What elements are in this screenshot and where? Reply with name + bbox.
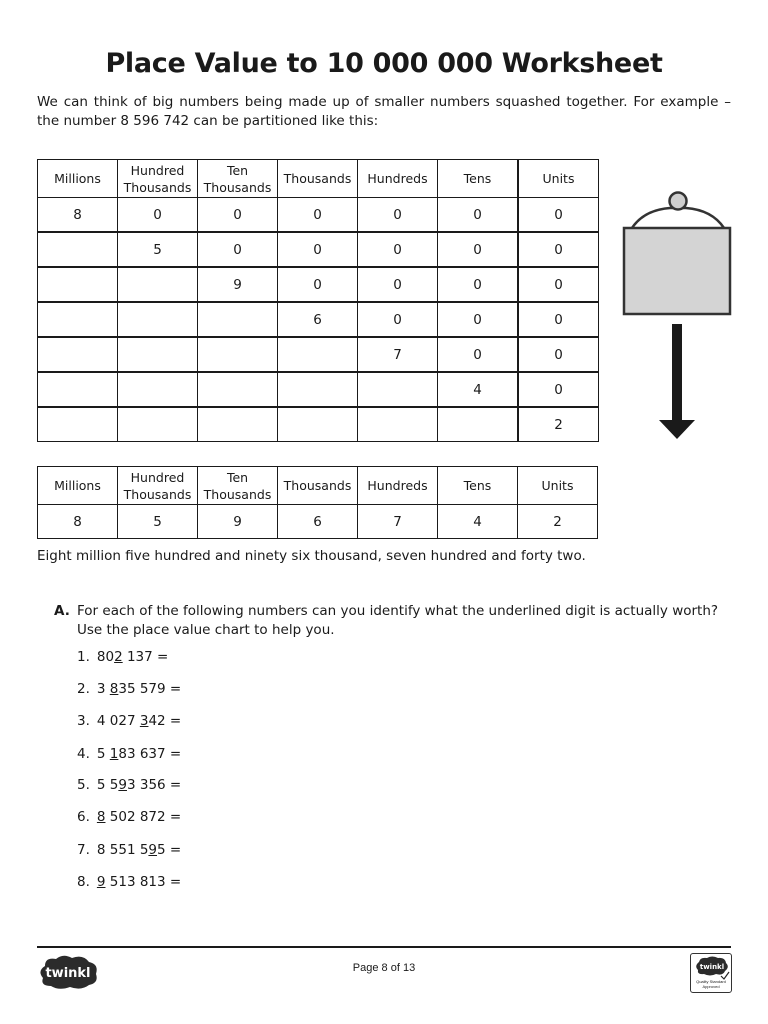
underlined-digit: 8: [96, 809, 106, 825]
underlined-digit: 9: [96, 874, 106, 890]
value-cell: 0: [278, 232, 358, 267]
header-cell: Tens: [438, 160, 519, 198]
value-cell: [38, 407, 118, 442]
section-instructions: For each of the following numbers can you identify what the underlined digit is actually worth? Use the place value chart to help you.: [77, 603, 719, 638]
value-cell: [38, 302, 118, 337]
combined-table: [37, 466, 598, 539]
value-cell: 0: [518, 372, 599, 407]
header-cell: Hundred Thousands: [118, 467, 198, 505]
table-row: [38, 407, 599, 442]
header-cell: Tens: [438, 467, 518, 505]
value-cell: 0: [358, 267, 438, 302]
number-part: 502 872 =: [105, 809, 182, 825]
underlined-digit: 1: [109, 746, 119, 762]
number-part: 8 551 5: [96, 842, 149, 858]
header-cell: Millions: [38, 467, 118, 505]
value-cell: [118, 337, 198, 372]
question-item: [77, 713, 181, 729]
value-cell: 0: [198, 232, 278, 267]
question-item: [77, 777, 181, 793]
question-item: [77, 809, 181, 825]
value-cell: 9: [198, 505, 278, 539]
value-cell: 7: [358, 337, 438, 372]
value-cell: [38, 232, 118, 267]
value-cell: [358, 372, 438, 407]
table-row: [38, 267, 599, 302]
value-cell: 0: [518, 337, 599, 372]
value-cell: 0: [438, 267, 519, 302]
question-number: 4.: [77, 746, 90, 762]
question-item: [77, 681, 181, 697]
value-cell: 5: [118, 505, 198, 539]
number-part: 35 579 =: [118, 681, 182, 697]
badge-logo-icon: [691, 954, 731, 980]
partition-table: [37, 159, 599, 442]
value-cell: 9: [198, 267, 278, 302]
value-cell: 0: [518, 302, 599, 337]
section-label: A.: [54, 603, 70, 619]
value-cell: 6: [278, 302, 358, 337]
down-arrow-icon: [659, 324, 695, 439]
number-part: 3: [96, 681, 110, 697]
number-part: 42 =: [148, 713, 182, 729]
number-part: 83 637 =: [118, 746, 182, 762]
value-cell: 0: [518, 198, 599, 233]
question-item: [77, 842, 181, 858]
underlined-digit: 8: [109, 681, 119, 697]
badge-caption: Quality Standard Approved: [696, 979, 726, 989]
underlined-digit: 3: [139, 713, 149, 729]
question-number: 8.: [77, 874, 90, 890]
number-part: 137 =: [122, 649, 169, 665]
header-cell: Millions: [38, 160, 118, 198]
header-cell: Ten Thousands: [198, 160, 278, 198]
value-cell: [118, 407, 198, 442]
value-cell: 0: [198, 198, 278, 233]
table-row: [38, 337, 599, 372]
value-cell: 4: [438, 372, 519, 407]
value-cell: [198, 372, 278, 407]
header-cell: Units: [518, 467, 598, 505]
svg-text:twinkl: twinkl: [45, 966, 91, 981]
number-part: 5: [96, 746, 110, 762]
intro-paragraph: We can think of big numbers being made up of smaller numbers squashed together. For example – the number 8 596 742 can be partitioned like this:: [37, 94, 731, 129]
value-cell: [118, 372, 198, 407]
question-number: 6.: [77, 809, 90, 825]
number-part: 5 5: [96, 777, 119, 793]
number-part: 80: [96, 649, 115, 665]
value-cell: [438, 407, 519, 442]
table-row: [38, 198, 599, 233]
header-cell: Thousands: [278, 160, 358, 198]
svg-text:twinkl: twinkl: [699, 963, 725, 971]
table-row: [38, 302, 599, 337]
value-cell: 0: [358, 232, 438, 267]
underlined-digit: 9: [118, 777, 127, 793]
question-item: [77, 649, 168, 665]
value-cell: 7: [358, 505, 438, 539]
underlined-digit: 9: [148, 842, 158, 858]
page-title: Place Value to 10 000 000 Worksheet: [105, 48, 663, 79]
number-part: 3 356 =: [126, 777, 182, 793]
value-cell: 5: [118, 232, 198, 267]
value-cell: 0: [118, 198, 198, 233]
value-cell: 6: [278, 505, 358, 539]
table-header-row: [38, 160, 599, 198]
kettlebell-weight-icon: [622, 190, 734, 442]
question-number: 3.: [77, 713, 90, 729]
number-part: 5 =: [157, 842, 182, 858]
header-cell: Hundred Thousands: [118, 160, 198, 198]
value-cell: 8: [38, 198, 118, 233]
value-cell: [38, 337, 118, 372]
value-cell: 0: [438, 232, 519, 267]
value-cell: 2: [518, 505, 598, 539]
value-cell: 0: [438, 198, 519, 233]
question-item: [77, 746, 181, 762]
value-cell: [358, 407, 438, 442]
value-cell: 0: [278, 198, 358, 233]
value-cell: 4: [438, 505, 518, 539]
value-cell: [198, 302, 278, 337]
table-row: [38, 232, 599, 267]
value-cell: [38, 267, 118, 302]
value-cell: 2: [518, 407, 599, 442]
value-cell: [38, 372, 118, 407]
value-cell: 8: [38, 505, 118, 539]
value-cell: [278, 372, 358, 407]
header-cell: Hundreds: [358, 160, 438, 198]
value-cell: [278, 407, 358, 442]
underlined-digit: 2: [114, 649, 123, 665]
value-cell: 0: [358, 198, 438, 233]
question-number: 5.: [77, 777, 90, 793]
table-row: [38, 372, 599, 407]
value-cell: [198, 337, 278, 372]
question-item: [77, 874, 181, 890]
question-number: 1.: [77, 649, 90, 665]
question-number: 7.: [77, 842, 90, 858]
header-cell: Units: [518, 160, 599, 198]
header-cell: Thousands: [278, 467, 358, 505]
value-cell: 0: [518, 267, 599, 302]
number-in-words: Eight million five hundred and ninety six thousand, seven hundred and forty two.: [37, 548, 586, 564]
footer-divider: [37, 946, 731, 948]
value-cell: 0: [358, 302, 438, 337]
value-cell: [118, 302, 198, 337]
table-row: [38, 505, 598, 539]
number-part: 513 813 =: [105, 874, 182, 890]
value-cell: [118, 267, 198, 302]
question-number: 2.: [77, 681, 90, 697]
page-number: Page 8 of 13: [352, 962, 416, 974]
number-part: 4 027: [96, 713, 140, 729]
value-cell: 0: [438, 302, 519, 337]
value-cell: [278, 337, 358, 372]
value-cell: 0: [438, 337, 519, 372]
quality-badge: [690, 953, 732, 993]
table-header-row: [38, 467, 598, 505]
value-cell: [198, 407, 278, 442]
value-cell: 0: [518, 232, 599, 267]
header-cell: Ten Thousands: [198, 467, 278, 505]
header-cell: Hundreds: [358, 467, 438, 505]
value-cell: 0: [278, 267, 358, 302]
